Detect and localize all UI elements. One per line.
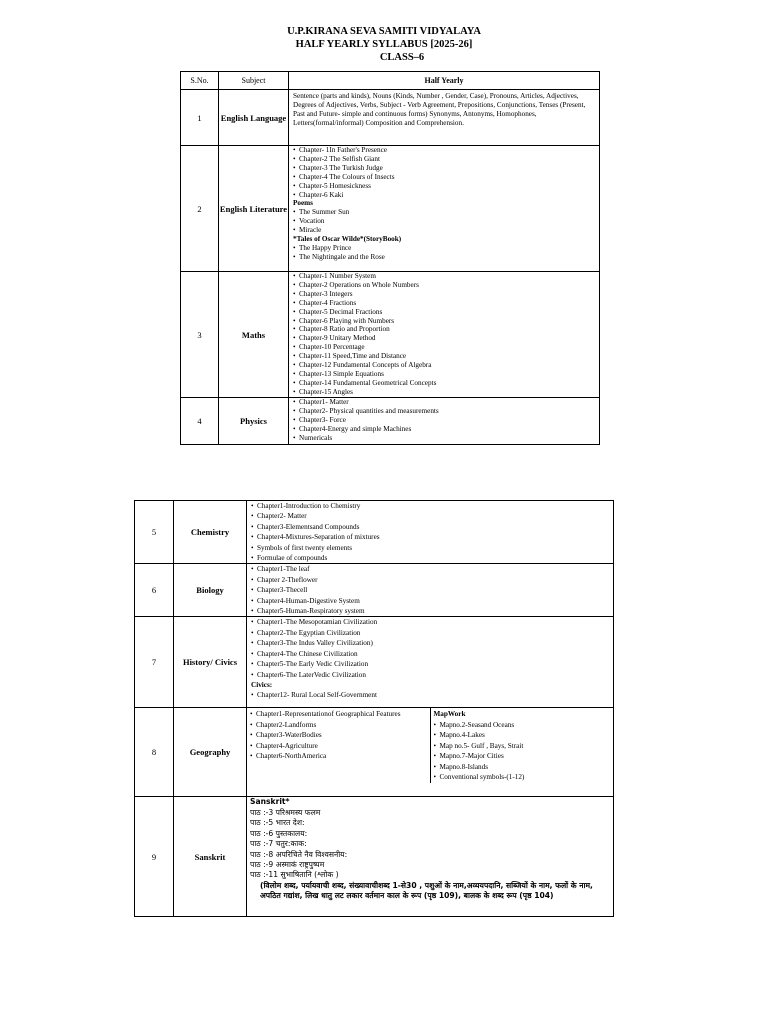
list-item: • Chapter 2-Theflower bbox=[251, 575, 610, 585]
list-item: • The Nightingale and the Rose bbox=[293, 253, 596, 262]
list-item: • Mapno.7-Major Cities bbox=[434, 751, 611, 761]
list-item: • Symbols of first twenty elements bbox=[251, 543, 610, 553]
table-row bbox=[181, 146, 600, 272]
list-item: • Formulae of compounds bbox=[251, 553, 610, 563]
list-item: • Chapter1- Matter bbox=[293, 398, 596, 407]
list-item: • Miracle bbox=[293, 226, 596, 235]
list-item: • The Summer Sun bbox=[293, 208, 596, 217]
biology-chapters bbox=[251, 564, 610, 616]
list-item: • Chapter6-The LaterVedic Civilization bbox=[251, 670, 610, 680]
class-label: CLASS–6 bbox=[379, 52, 425, 63]
list-item: • Chapter- 1In Father's Presence bbox=[293, 146, 596, 155]
table-row bbox=[181, 272, 600, 398]
list-item: • Map no.5- Gulf , Bays, Strait bbox=[434, 741, 611, 751]
english-literature-chapters bbox=[293, 146, 596, 199]
sanskrit-lesson: पाठ :-3 परिश्रमस्य फलम bbox=[250, 807, 321, 817]
row-sno: 4 bbox=[181, 398, 219, 445]
sanskrit-heading: Sanskrit* bbox=[250, 797, 290, 807]
list-item: • Chapter4-Energy and simple Machines bbox=[293, 425, 596, 434]
civics-list bbox=[251, 690, 610, 700]
poems-list bbox=[293, 208, 596, 235]
list-item: • Chapter12- Rural Local Self-Government bbox=[251, 690, 610, 700]
row-content bbox=[289, 90, 600, 146]
maths-chapters bbox=[293, 272, 596, 397]
row-subject: Geography bbox=[174, 708, 247, 797]
row-subject: Biology bbox=[174, 564, 247, 617]
list-item: • Chapter-5 Decimal Fractions bbox=[293, 308, 596, 317]
row-content bbox=[289, 146, 600, 272]
list-item: • Chapter3-Elementsand Compounds bbox=[251, 522, 610, 532]
geography-chapters bbox=[250, 709, 427, 761]
list-item: • Chapter-11 Speed,Time and Distance bbox=[293, 352, 596, 361]
list-item: • Chapter-12 Fundamental Concepts of Algebra bbox=[293, 361, 596, 370]
row-content bbox=[247, 797, 614, 917]
header-half-yearly: Half Yearly bbox=[289, 72, 600, 90]
row-content bbox=[247, 617, 614, 708]
sanskrit-grammar-note: (विलोम शब्द, पर्यायवाची शब्द, संख्यावाचीशब्द 1-से30 , पशुओं के नाम,अव्ययपदानि, सब्जियों के नाम, फलों के नाम, अपठित गद्यांश, लिख धातु लट लकार वर्तमान काल के रूप (पृष्ठ 109), बालक के शब्द रूप (पृष्ठ 104) bbox=[260, 880, 593, 901]
row-content bbox=[289, 272, 600, 398]
row-sno: 6 bbox=[135, 564, 174, 617]
geography-columns bbox=[247, 708, 613, 783]
list-item: • Chapter5-Human-Respiratory system bbox=[251, 606, 610, 616]
list-item: • Chapter-14 Fundamental Geometrical Concepts bbox=[293, 379, 596, 388]
school-name: U.P.KIRANA SEVA SAMITI VIDYALAYA bbox=[287, 26, 481, 37]
mapwork-list bbox=[434, 720, 611, 782]
sanskrit-lesson: पाठ :-5 भारत देश: bbox=[250, 818, 305, 828]
tales-heading: *Tales of Oscar Wilde*(StoryBook) bbox=[293, 235, 402, 244]
list-item: • Chapter3-The Indus Valley Civilization) bbox=[251, 638, 610, 648]
list-item: • Chapter-2 The Selfish Giant bbox=[293, 155, 596, 164]
row-sno: 7 bbox=[135, 617, 174, 708]
list-item: • Chapter-8 Ratio and Proportion bbox=[293, 325, 596, 334]
list-item: • Chapter-5 Homesickness bbox=[293, 182, 596, 191]
sanskrit-lesson: पाठ :-11 सुभाषितानि (श्लोक ) bbox=[250, 870, 339, 880]
row-sno: 2 bbox=[181, 146, 219, 272]
list-item: • Chapter3-Thecell bbox=[251, 585, 610, 595]
list-item: • Chapter4-Mixtures-Separation of mixtures bbox=[251, 532, 610, 542]
row-subject: Physics bbox=[219, 398, 289, 445]
list-item: • Chapter2-Landforms bbox=[250, 720, 427, 730]
table-row bbox=[135, 617, 614, 708]
mapwork-column bbox=[430, 708, 614, 783]
row-content bbox=[247, 501, 614, 564]
list-item: • Chapter2- Matter bbox=[251, 511, 610, 521]
list-item: • Chapter4-Agriculture bbox=[250, 741, 427, 751]
list-item: • Mapno.4-Lakes bbox=[434, 730, 611, 740]
syllabus-table-2 bbox=[134, 500, 614, 917]
sanskrit-lesson: पाठ :-7 चतुर:काक: bbox=[250, 839, 307, 849]
list-item: • Chapter2-The Egyptian Civilization bbox=[251, 628, 610, 638]
table-row bbox=[135, 501, 614, 564]
history-chapters bbox=[251, 617, 610, 679]
row-content bbox=[247, 564, 614, 617]
list-item: • Chapter1-Representationof Geographical Features bbox=[250, 709, 427, 719]
row-content bbox=[289, 398, 600, 445]
list-item: • Chapter3-WaterBodies bbox=[250, 730, 427, 740]
list-item: • Chapter-6 Playing with Numbers bbox=[293, 317, 596, 326]
table-row bbox=[135, 564, 614, 617]
syllabus-title: HALF YEARLY SYLLABUS [2025-26] bbox=[295, 39, 473, 50]
physics-chapters bbox=[293, 398, 596, 443]
geography-chapters-column bbox=[247, 708, 430, 783]
list-item: • Chapter1-Introduction to Chemistry bbox=[251, 501, 610, 511]
list-item: • Chapter1-The Mesopotamian Civilization bbox=[251, 617, 610, 627]
row-sno: 9 bbox=[135, 797, 174, 917]
sanskrit-lesson: पाठ :-9 अस्माकं राष्ट्रपुष्पम bbox=[250, 859, 325, 869]
list-item: • Chapter-15 Angles bbox=[293, 388, 596, 397]
header-subject: Subject bbox=[219, 72, 289, 90]
row-sno: 1 bbox=[181, 90, 219, 146]
row-subject: History/ Civics bbox=[174, 617, 247, 708]
list-item: • Chapter5-The Early Vedic Civilization bbox=[251, 659, 610, 669]
row-subject: English Literature bbox=[219, 146, 289, 272]
syllabus-table-1 bbox=[180, 71, 600, 445]
row-subject: Sanskrit bbox=[174, 797, 247, 917]
row-content bbox=[247, 708, 614, 797]
list-item: • Chapter-13 Simple Equations bbox=[293, 370, 596, 379]
row-sno: 5 bbox=[135, 501, 174, 564]
mapwork-heading: MapWork bbox=[433, 710, 466, 719]
list-item: • Numericals bbox=[293, 434, 596, 443]
sanskrit-lesson: पाठ :-6 पुस्तकालय: bbox=[250, 828, 308, 838]
row-sno: 8 bbox=[135, 708, 174, 797]
list-item: • The Happy Prince bbox=[293, 244, 596, 253]
list-item: • Conventional symbols-(1-12) bbox=[434, 772, 611, 782]
row-subject: English Language bbox=[219, 90, 289, 146]
list-item: • Mapno.8-Islands bbox=[434, 762, 611, 772]
list-item: • Chapter3- Force bbox=[293, 416, 596, 425]
list-item: • Mapno.2-Seasand Oceans bbox=[434, 720, 611, 730]
list-item: • Vocation bbox=[293, 217, 596, 226]
row-subject: Maths bbox=[219, 272, 289, 398]
tales-list bbox=[293, 244, 596, 262]
table-row bbox=[135, 708, 614, 797]
chemistry-chapters bbox=[251, 501, 610, 563]
list-item: • Chapter-9 Unitary Method bbox=[293, 334, 596, 343]
row-sno: 3 bbox=[181, 272, 219, 398]
poems-heading: Poems bbox=[293, 199, 313, 208]
table-row bbox=[181, 90, 600, 146]
list-item: • Chapter-2 Operations on Whole Numbers bbox=[293, 281, 596, 290]
list-item: • Chapter4-Human-Digestive System bbox=[251, 596, 610, 606]
table-row bbox=[181, 398, 600, 445]
list-item: • Chapter4-The Chinese Civilization bbox=[251, 649, 610, 659]
list-item: • Chapter-1 Number System bbox=[293, 272, 596, 281]
list-item: • Chapter6-NorthAmerica bbox=[250, 751, 427, 761]
list-item: • Chapter-3 Integers bbox=[293, 290, 596, 299]
list-item: • Chapter-10 Percentage bbox=[293, 343, 596, 352]
english-language-text: Sentence (parts and kinds), Nouns (Kinds, Number , Gender, Case), Pronouns, Articles, Adjectives, Degrees of Adjectives, Verbs, Subject - Verb Agreement, Prepositions, Conjunctions, Tenses (Present, Past and Future- simple and continuous forms) Synonyms, Antonyms, Homophones, Letters(formal/informal) Composition and Comprehension. bbox=[293, 92, 586, 127]
civics-heading: Civics: bbox=[251, 680, 273, 689]
table-row bbox=[135, 797, 614, 917]
list-item: • Chapter1-The leaf bbox=[251, 564, 610, 574]
row-subject: Chemistry bbox=[174, 501, 247, 564]
list-item: • Chapter-4 Fractions bbox=[293, 299, 596, 308]
list-item: • Chapter-3 The Turkish Judge bbox=[293, 164, 596, 173]
header-sno: S.No. bbox=[181, 72, 219, 90]
list-item: • Chapter-4 The Colours of Insects bbox=[293, 173, 596, 182]
list-item: • Chapter-6 Kaki bbox=[293, 191, 596, 200]
sanskrit-lesson: पाठ :-8 अपरिचिते नैव विश्वसनीय: bbox=[250, 849, 348, 859]
table-header-row bbox=[181, 72, 600, 90]
list-item: • Chapter2- Physical quantities and measurements bbox=[293, 407, 596, 416]
